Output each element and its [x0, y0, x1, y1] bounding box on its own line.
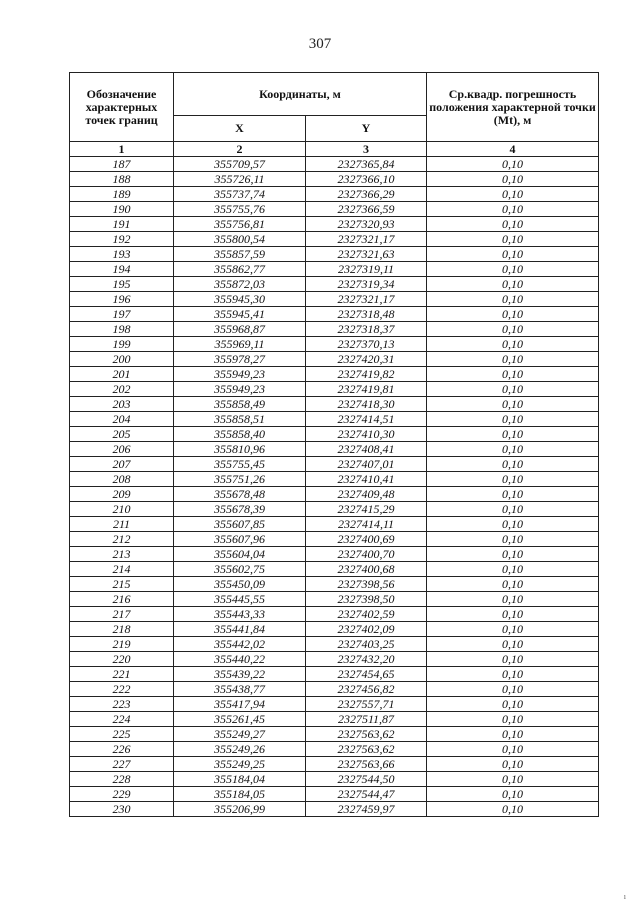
- point-id-cell: 218: [70, 622, 174, 637]
- y-coordinate-cell: 2327407,01: [306, 457, 427, 472]
- header-coordinates: Координаты, м: [174, 73, 427, 116]
- point-id-cell: 204: [70, 412, 174, 427]
- error-cell: 0,10: [427, 607, 599, 622]
- y-coordinate-cell: 2327414,11: [306, 517, 427, 532]
- column-number: 3: [306, 142, 427, 157]
- table-row: [70, 772, 599, 787]
- table-row: [70, 727, 599, 742]
- y-coordinate-cell: 2327563,66: [306, 757, 427, 772]
- error-cell: 0,10: [427, 457, 599, 472]
- point-id-cell: 206: [70, 442, 174, 457]
- point-id-cell: 221: [70, 667, 174, 682]
- point-id-cell: 203: [70, 397, 174, 412]
- x-coordinate-cell: 355678,39: [174, 502, 306, 517]
- y-coordinate-cell: 2327459,97: [306, 802, 427, 817]
- table-row: [70, 427, 599, 442]
- column-number: 4: [427, 142, 599, 157]
- x-coordinate-cell: 355858,40: [174, 427, 306, 442]
- header-designation: Обозначение характерных точек границ: [70, 73, 174, 142]
- x-coordinate-cell: 355709,57: [174, 157, 306, 172]
- table-row: [70, 667, 599, 682]
- table-row: [70, 622, 599, 637]
- point-id-cell: 225: [70, 727, 174, 742]
- table-row: [70, 397, 599, 412]
- x-coordinate-cell: 355438,77: [174, 682, 306, 697]
- error-cell: 0,10: [427, 562, 599, 577]
- y-coordinate-cell: 2327366,59: [306, 202, 427, 217]
- x-coordinate-cell: 355872,03: [174, 277, 306, 292]
- table-row: [70, 532, 599, 547]
- error-cell: 0,10: [427, 742, 599, 757]
- table-row: [70, 367, 599, 382]
- table-row: [70, 412, 599, 427]
- table-row: [70, 502, 599, 517]
- x-coordinate-cell: 355978,27: [174, 352, 306, 367]
- table-row: [70, 382, 599, 397]
- y-coordinate-cell: 2327400,70: [306, 547, 427, 562]
- point-id-cell: 215: [70, 577, 174, 592]
- point-id-cell: 222: [70, 682, 174, 697]
- error-cell: 0,10: [427, 787, 599, 802]
- point-id-cell: 188: [70, 172, 174, 187]
- y-coordinate-cell: 2327419,82: [306, 367, 427, 382]
- point-id-cell: 224: [70, 712, 174, 727]
- x-coordinate-cell: 355602,75: [174, 562, 306, 577]
- y-coordinate-cell: 2327410,41: [306, 472, 427, 487]
- y-coordinate-cell: 2327432,20: [306, 652, 427, 667]
- y-coordinate-cell: 2327319,34: [306, 277, 427, 292]
- error-cell: 0,10: [427, 367, 599, 382]
- table-row: [70, 352, 599, 367]
- y-coordinate-cell: 2327415,29: [306, 502, 427, 517]
- y-coordinate-cell: 2327544,47: [306, 787, 427, 802]
- table-row: [70, 172, 599, 187]
- table-row: [70, 802, 599, 817]
- point-id-cell: 205: [70, 427, 174, 442]
- error-cell: 0,10: [427, 502, 599, 517]
- y-coordinate-cell: 2327419,81: [306, 382, 427, 397]
- table-row: [70, 157, 599, 172]
- point-id-cell: 202: [70, 382, 174, 397]
- column-number: 1: [70, 142, 174, 157]
- point-id-cell: 223: [70, 697, 174, 712]
- point-id-cell: 201: [70, 367, 174, 382]
- table-row: [70, 202, 599, 217]
- error-cell: 0,10: [427, 547, 599, 562]
- x-coordinate-cell: 355737,74: [174, 187, 306, 202]
- x-coordinate-cell: 355441,84: [174, 622, 306, 637]
- error-cell: 0,10: [427, 757, 599, 772]
- y-coordinate-cell: 2327318,48: [306, 307, 427, 322]
- table-row: [70, 742, 599, 757]
- error-cell: 0,10: [427, 622, 599, 637]
- table-row: [70, 262, 599, 277]
- x-coordinate-cell: 355858,49: [174, 397, 306, 412]
- x-coordinate-cell: 355249,25: [174, 757, 306, 772]
- error-cell: 0,10: [427, 382, 599, 397]
- error-cell: 0,10: [427, 682, 599, 697]
- y-coordinate-cell: 2327563,62: [306, 742, 427, 757]
- header-y: Y: [306, 116, 427, 142]
- y-coordinate-cell: 2327321,17: [306, 232, 427, 247]
- y-coordinate-cell: 2327511,87: [306, 712, 427, 727]
- error-cell: 0,10: [427, 172, 599, 187]
- y-coordinate-cell: 2327319,11: [306, 262, 427, 277]
- error-cell: 0,10: [427, 202, 599, 217]
- y-coordinate-cell: 2327408,41: [306, 442, 427, 457]
- error-cell: 0,10: [427, 277, 599, 292]
- y-coordinate-cell: 2327402,09: [306, 622, 427, 637]
- table-row: [70, 607, 599, 622]
- point-id-cell: 208: [70, 472, 174, 487]
- table-row: [70, 337, 599, 352]
- x-coordinate-cell: 355726,11: [174, 172, 306, 187]
- y-coordinate-cell: 2327557,71: [306, 697, 427, 712]
- y-coordinate-cell: 2327366,10: [306, 172, 427, 187]
- table-row: [70, 712, 599, 727]
- coordinates-table: [69, 72, 599, 817]
- x-coordinate-cell: 355678,48: [174, 487, 306, 502]
- point-id-cell: 220: [70, 652, 174, 667]
- point-id-cell: 199: [70, 337, 174, 352]
- y-coordinate-cell: 2327400,69: [306, 532, 427, 547]
- x-coordinate-cell: 355858,51: [174, 412, 306, 427]
- point-id-cell: 228: [70, 772, 174, 787]
- error-cell: 0,10: [427, 442, 599, 457]
- header-error: Ср.квадр. погрешность положения характерной точки (Mt), м: [427, 73, 599, 142]
- x-coordinate-cell: 355261,45: [174, 712, 306, 727]
- y-coordinate-cell: 2327403,25: [306, 637, 427, 652]
- x-coordinate-cell: 355249,26: [174, 742, 306, 757]
- error-cell: 0,10: [427, 157, 599, 172]
- x-coordinate-cell: 355945,41: [174, 307, 306, 322]
- x-coordinate-cell: 355607,96: [174, 532, 306, 547]
- error-cell: 0,10: [427, 262, 599, 277]
- table-row: [70, 322, 599, 337]
- y-coordinate-cell: 2327456,82: [306, 682, 427, 697]
- x-coordinate-cell: 355810,96: [174, 442, 306, 457]
- point-id-cell: 216: [70, 592, 174, 607]
- header-x: X: [174, 116, 306, 142]
- table-row: [70, 697, 599, 712]
- table-row: [70, 787, 599, 802]
- point-id-cell: 194: [70, 262, 174, 277]
- error-cell: 0,10: [427, 397, 599, 412]
- point-id-cell: 213: [70, 547, 174, 562]
- corner-mark: ı: [623, 892, 626, 901]
- y-coordinate-cell: 2327418,30: [306, 397, 427, 412]
- table-row: [70, 442, 599, 457]
- x-coordinate-cell: 355607,85: [174, 517, 306, 532]
- x-coordinate-cell: 355800,54: [174, 232, 306, 247]
- point-id-cell: 189: [70, 187, 174, 202]
- y-coordinate-cell: 2327420,31: [306, 352, 427, 367]
- x-coordinate-cell: 355969,11: [174, 337, 306, 352]
- table-row: [70, 217, 599, 232]
- point-id-cell: 219: [70, 637, 174, 652]
- error-cell: 0,10: [427, 532, 599, 547]
- point-id-cell: 195: [70, 277, 174, 292]
- x-coordinate-cell: 355755,45: [174, 457, 306, 472]
- y-coordinate-cell: 2327321,17: [306, 292, 427, 307]
- error-cell: 0,10: [427, 217, 599, 232]
- table-row: [70, 247, 599, 262]
- y-coordinate-cell: 2327544,50: [306, 772, 427, 787]
- error-cell: 0,10: [427, 487, 599, 502]
- table-row: [70, 487, 599, 502]
- table-row: [70, 562, 599, 577]
- table-row: [70, 457, 599, 472]
- column-number: 2: [174, 142, 306, 157]
- table-row: [70, 307, 599, 322]
- x-coordinate-cell: 355440,22: [174, 652, 306, 667]
- error-cell: 0,10: [427, 802, 599, 817]
- error-cell: 0,10: [427, 712, 599, 727]
- table-row: [70, 577, 599, 592]
- table-row: [70, 757, 599, 772]
- point-id-cell: 198: [70, 322, 174, 337]
- point-id-cell: 190: [70, 202, 174, 217]
- x-coordinate-cell: 355206,99: [174, 802, 306, 817]
- table-row: [70, 292, 599, 307]
- error-cell: 0,10: [427, 187, 599, 202]
- x-coordinate-cell: 355857,59: [174, 247, 306, 262]
- x-coordinate-cell: 355442,02: [174, 637, 306, 652]
- table-row: [70, 547, 599, 562]
- point-id-cell: 210: [70, 502, 174, 517]
- error-cell: 0,10: [427, 307, 599, 322]
- error-cell: 0,10: [427, 412, 599, 427]
- point-id-cell: 229: [70, 787, 174, 802]
- x-coordinate-cell: 355450,09: [174, 577, 306, 592]
- table-row: [70, 277, 599, 292]
- point-id-cell: 193: [70, 247, 174, 262]
- x-coordinate-cell: 355755,76: [174, 202, 306, 217]
- y-coordinate-cell: 2327402,59: [306, 607, 427, 622]
- point-id-cell: 197: [70, 307, 174, 322]
- point-id-cell: 192: [70, 232, 174, 247]
- y-coordinate-cell: 2327400,68: [306, 562, 427, 577]
- x-coordinate-cell: 355184,05: [174, 787, 306, 802]
- error-cell: 0,10: [427, 772, 599, 787]
- y-coordinate-cell: 2327321,63: [306, 247, 427, 262]
- point-id-cell: 196: [70, 292, 174, 307]
- point-id-cell: 227: [70, 757, 174, 772]
- error-cell: 0,10: [427, 322, 599, 337]
- y-coordinate-cell: 2327414,51: [306, 412, 427, 427]
- x-coordinate-cell: 355945,30: [174, 292, 306, 307]
- x-coordinate-cell: 355756,81: [174, 217, 306, 232]
- point-id-cell: 214: [70, 562, 174, 577]
- y-coordinate-cell: 2327366,29: [306, 187, 427, 202]
- x-coordinate-cell: 355751,26: [174, 472, 306, 487]
- point-id-cell: 217: [70, 607, 174, 622]
- point-id-cell: 191: [70, 217, 174, 232]
- point-id-cell: 200: [70, 352, 174, 367]
- y-coordinate-cell: 2327365,84: [306, 157, 427, 172]
- table-row: [70, 652, 599, 667]
- table-row: [70, 682, 599, 697]
- x-coordinate-cell: 355862,77: [174, 262, 306, 277]
- error-cell: 0,10: [427, 337, 599, 352]
- y-coordinate-cell: 2327410,30: [306, 427, 427, 442]
- error-cell: 0,10: [427, 667, 599, 682]
- page-number: 307: [308, 36, 332, 52]
- error-cell: 0,10: [427, 517, 599, 532]
- y-coordinate-cell: 2327409,48: [306, 487, 427, 502]
- error-cell: 0,10: [427, 652, 599, 667]
- table-row: [70, 472, 599, 487]
- table-row: [70, 232, 599, 247]
- y-coordinate-cell: 2327318,37: [306, 322, 427, 337]
- table-header: [70, 73, 599, 157]
- error-cell: 0,10: [427, 352, 599, 367]
- table-body: [70, 157, 599, 817]
- y-coordinate-cell: 2327398,56: [306, 577, 427, 592]
- point-id-cell: 230: [70, 802, 174, 817]
- table-row: [70, 187, 599, 202]
- error-cell: 0,10: [427, 697, 599, 712]
- error-cell: 0,10: [427, 292, 599, 307]
- y-coordinate-cell: 2327454,65: [306, 667, 427, 682]
- x-coordinate-cell: 355439,22: [174, 667, 306, 682]
- point-id-cell: 211: [70, 517, 174, 532]
- column-numbers-row: [70, 142, 599, 157]
- error-cell: 0,10: [427, 637, 599, 652]
- x-coordinate-cell: 355604,04: [174, 547, 306, 562]
- table-row: [70, 637, 599, 652]
- x-coordinate-cell: 355949,23: [174, 367, 306, 382]
- y-coordinate-cell: 2327398,50: [306, 592, 427, 607]
- point-id-cell: 212: [70, 532, 174, 547]
- point-id-cell: 226: [70, 742, 174, 757]
- x-coordinate-cell: 355949,23: [174, 382, 306, 397]
- error-cell: 0,10: [427, 232, 599, 247]
- error-cell: 0,10: [427, 727, 599, 742]
- y-coordinate-cell: 2327563,62: [306, 727, 427, 742]
- point-id-cell: 207: [70, 457, 174, 472]
- point-id-cell: 209: [70, 487, 174, 502]
- y-coordinate-cell: 2327320,93: [306, 217, 427, 232]
- x-coordinate-cell: 355443,33: [174, 607, 306, 622]
- table-row: [70, 517, 599, 532]
- error-cell: 0,10: [427, 592, 599, 607]
- y-coordinate-cell: 2327370,13: [306, 337, 427, 352]
- x-coordinate-cell: 355968,87: [174, 322, 306, 337]
- x-coordinate-cell: 355249,27: [174, 727, 306, 742]
- x-coordinate-cell: 355445,55: [174, 592, 306, 607]
- x-coordinate-cell: 355417,94: [174, 697, 306, 712]
- error-cell: 0,10: [427, 427, 599, 442]
- table-row: [70, 592, 599, 607]
- error-cell: 0,10: [427, 577, 599, 592]
- point-id-cell: 187: [70, 157, 174, 172]
- error-cell: 0,10: [427, 472, 599, 487]
- error-cell: 0,10: [427, 247, 599, 262]
- x-coordinate-cell: 355184,04: [174, 772, 306, 787]
